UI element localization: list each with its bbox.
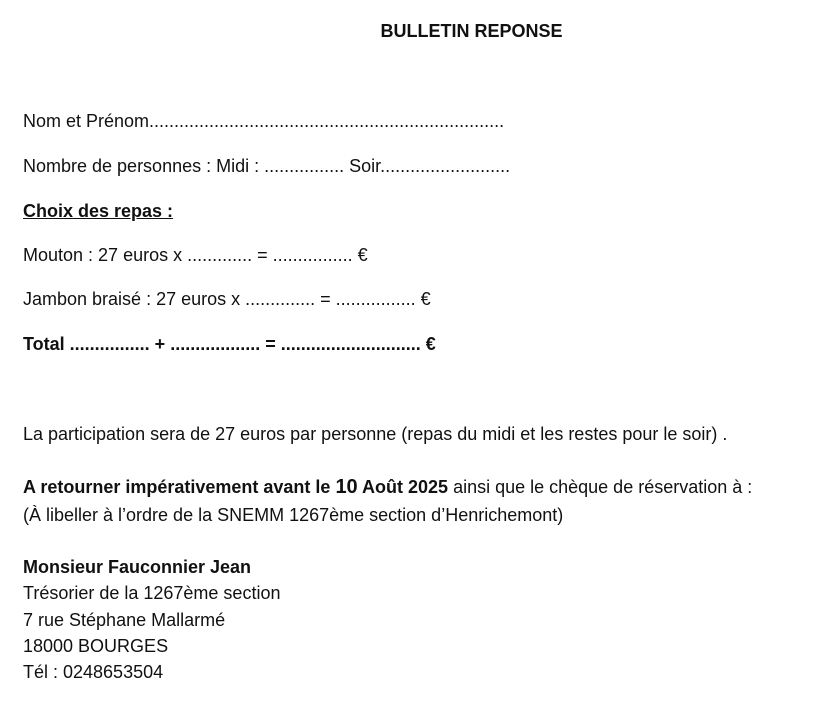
return-instructions xyxy=(23,477,752,497)
recipient-street: 7 rue Stéphane Mallarmé xyxy=(23,610,226,630)
participation-note: La participation sera de 27 euros par personne (repas du midi et les restes pour le soir) . xyxy=(23,424,728,444)
recipient-city: 18000 BOURGES xyxy=(23,636,169,656)
document-title: BULLETIN REPONSE xyxy=(380,21,563,41)
recipient-phone: Tél : 0248653504 xyxy=(23,662,164,682)
recipient-name: Monsieur Fauconnier Jean xyxy=(23,557,252,577)
total-line: Total ................ + .................. = ............................ € xyxy=(23,334,436,354)
return-deadline-text: A retourner impérativement avant le xyxy=(23,477,336,497)
return-cheque-text: ainsi que le chèque de réservation à : xyxy=(448,477,753,497)
return-month-year: Août 2025 xyxy=(357,477,449,497)
name-field-line: Nom et Prénom....................................................................... xyxy=(23,111,505,131)
mutton-line: Mouton : 27 euros x ............. = ................ € xyxy=(23,245,368,265)
return-day: 10 xyxy=(335,476,358,498)
recipient-role: Trésorier de la 1267ème section xyxy=(23,583,281,603)
cheque-payee-note: (À libeller à l’ordre de la SNEMM 1267ème section d’Henrichemont) xyxy=(23,505,564,525)
persons-field-line: Nombre de personnes : Midi : ................ Soir.......................... xyxy=(23,156,511,176)
meal-choice-heading: Choix des repas : xyxy=(23,201,174,221)
ham-line: Jambon braisé : 27 euros x .............. = ................ € xyxy=(23,289,431,309)
